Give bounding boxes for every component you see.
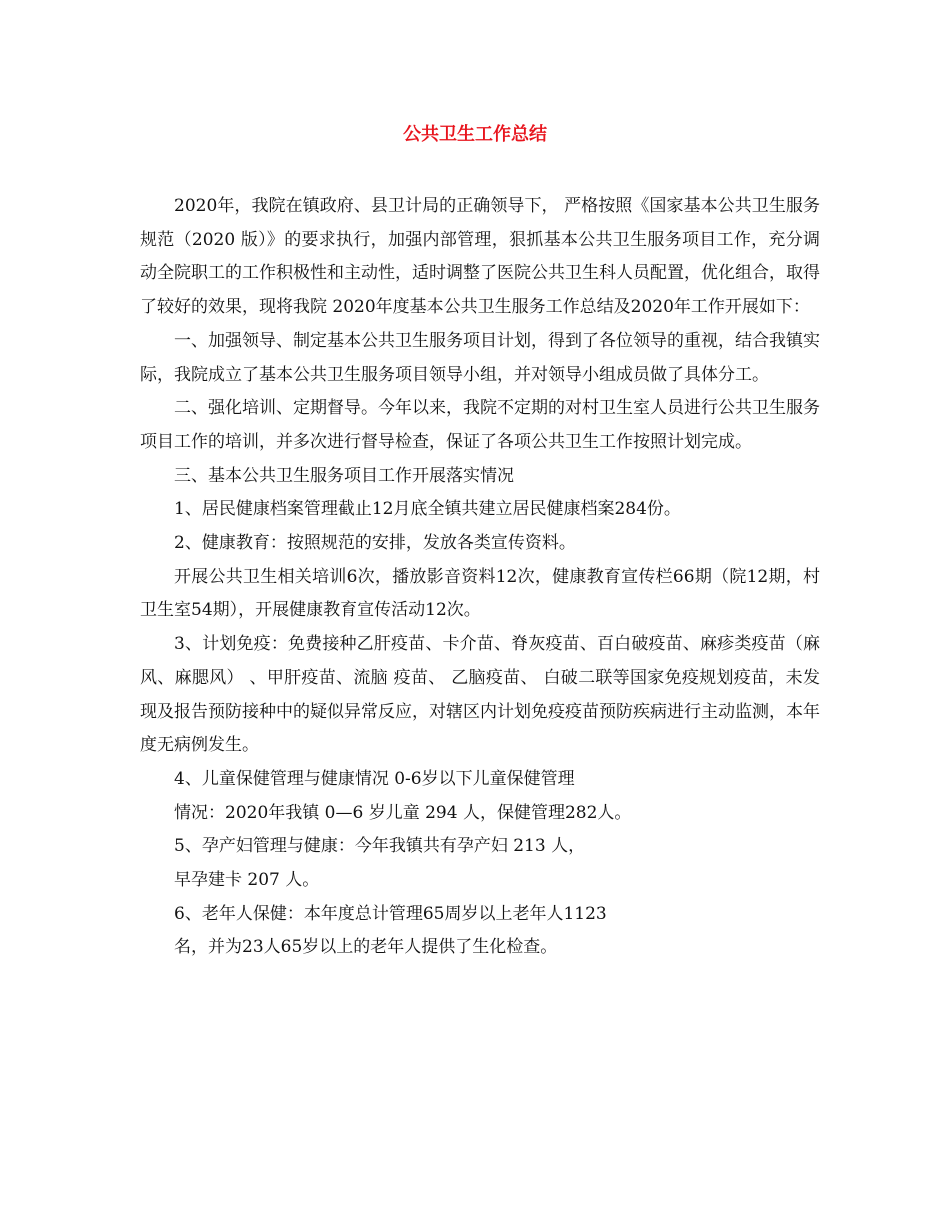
paragraph-section-1: 一、加强领导、制定基本公共卫生服务项目计划，得到了各位领导的重视，结合我镇实际，我院成立了基本公共卫生服务项目领导小组，并对领导小组成员做了具体分工。: [140, 330, 820, 385]
paragraph-item-4-child-care: 4、儿童保健管理与健康情况 0-6岁以下儿童保健管理: [174, 768, 575, 789]
paragraph-training-details: 开展公共卫生相关培训6次，播放影音资料12次，健康教育宣传栏66期（院12期，村卫生室54期），开展健康教育宣传活动12次。: [140, 566, 820, 621]
paragraph-item-5-maternal-care: 5、孕产妇管理与健康：今年我镇共有孕产妇 213 人，: [174, 836, 586, 857]
paragraph-item-3-immunization: 3、计划免疫：免费接种乙肝疫苗、卡介苗、脊灰疫苗、百白破疫苗、麻疹类疫苗（麻风、麻腮风） 、甲肝疫苗、流脑 疫苗、 乙脑疫苗、 白破二联等国家免疫规划疫苗，未发现及报告预防接种中的疑似异常反应，对辖区内计划免疫疫苗预防疾病进行主动监测，本年度无病例发生。: [140, 634, 820, 756]
paragraph-child-care-details: 情况：2020年我镇 0—6 岁儿童 294 人，保健管理282人。: [174, 802, 632, 823]
paragraph-section-2: 二、强化培训、定期督导。今年以来，我院不定期的对村卫生室人员进行公共卫生服务项目工作的培训，并多次进行督导检查，保证了各项公共卫生工作按照计划完成。: [140, 398, 820, 452]
paragraph-intro: 2020年，我院在镇政府、县卫计局的正确领导下， 严格按照《国家基本公共卫生服务规范（2020 版）》的要求执行，加强内部管理，狠抓基本公共卫生服务项目工作，充分调动全院职工的工作积极性和主动性，适时调整了医院公共卫生科人员配置，优化组合，取得了较好的效果，现将我院 2020年度基本公共卫生服务工作总结及2020年工作开展如下：: [140, 196, 820, 318]
document-body: [140, 190, 820, 965]
paragraph-item-1-health-records: 1、居民健康档案管理截止12月底全镇共建立居民健康档案284份。: [174, 499, 681, 520]
paragraph-item-6-elderly-care: 6、老年人保健：本年度总计管理65周岁以上老年人1123: [174, 903, 607, 924]
document-title: 公共卫生工作总结: [403, 124, 547, 145]
paragraph-elderly-care-details: 名，并为23人65岁以上的老年人提供了生化检查。: [174, 937, 558, 958]
paragraph-section-3-heading: 三、基本公共卫生服务项目工作开展落实情况: [174, 465, 514, 486]
paragraph-maternal-care-details: 早孕建卡 207 人。: [174, 870, 320, 891]
paragraph-item-2-health-education: 2、健康教育：按照规范的安排，发放各类宣传资料。: [174, 533, 576, 554]
